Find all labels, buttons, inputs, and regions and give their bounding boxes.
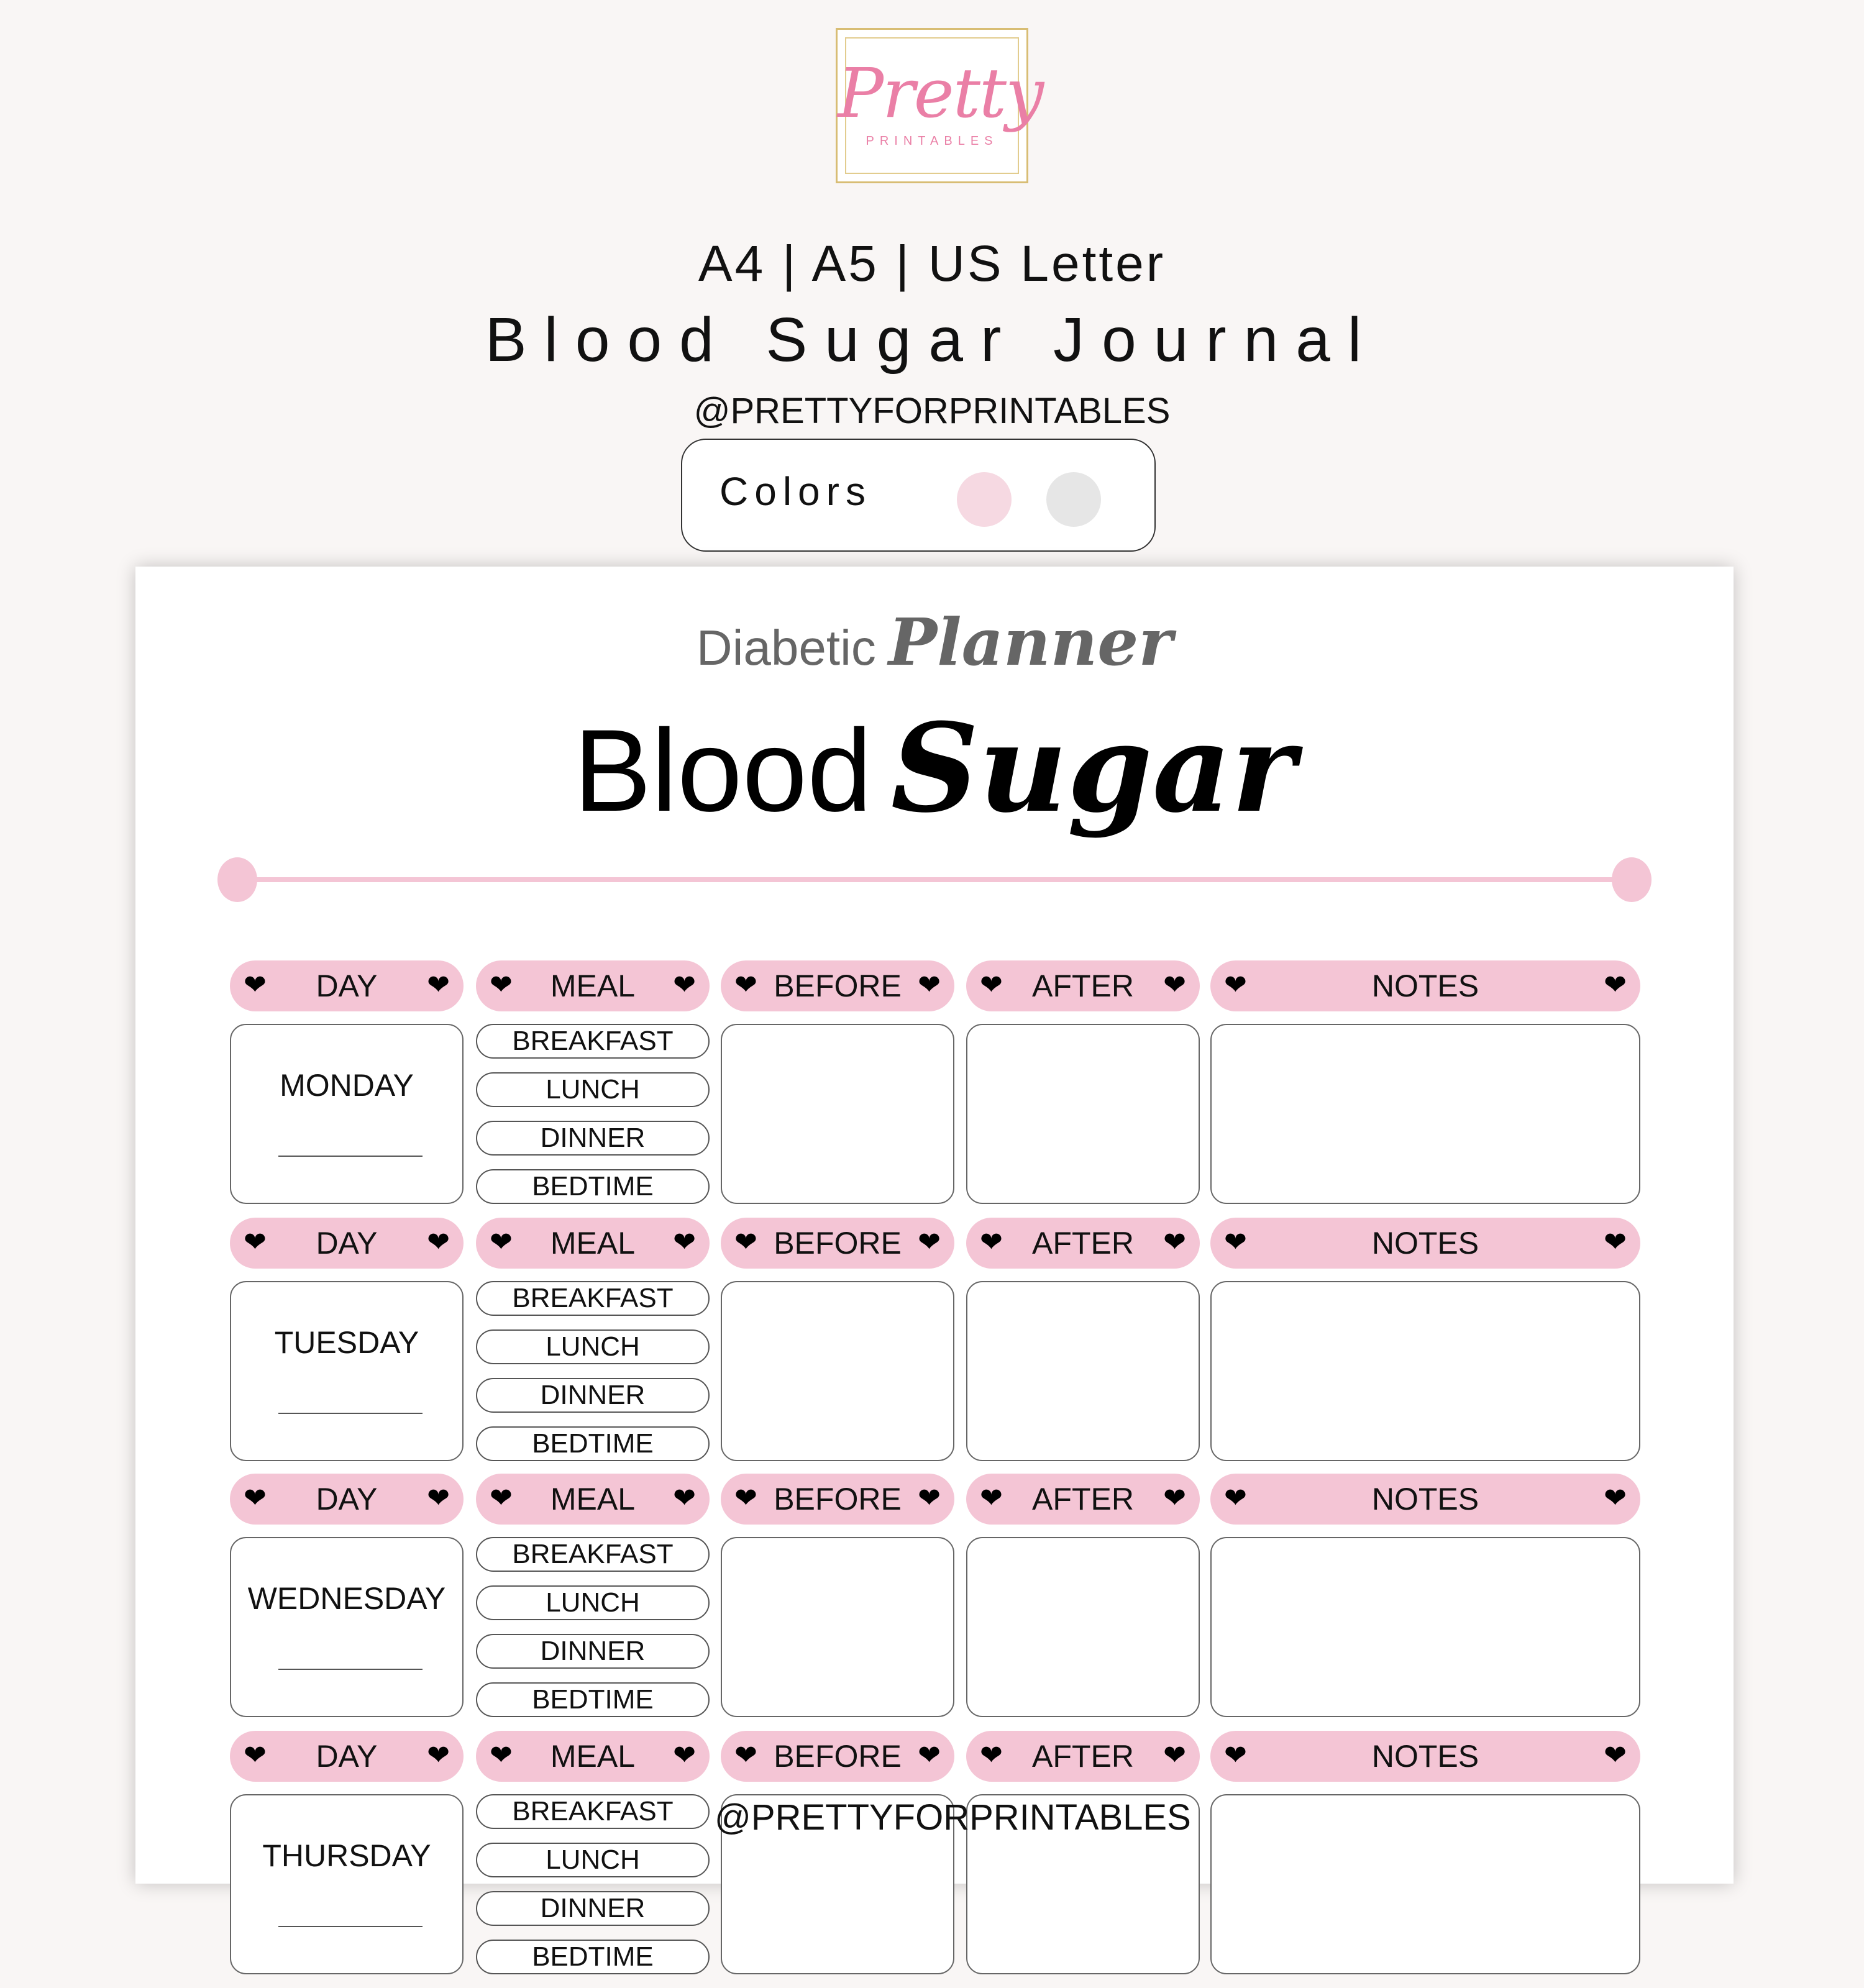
header-notes xyxy=(1210,1218,1640,1269)
size-options: A4 | A5 | US Letter xyxy=(698,235,1166,292)
journal-title: Blood Sugar Journal xyxy=(485,305,1379,375)
meal-lunch: LUNCH xyxy=(476,1585,710,1620)
header-meal-label: MEAL xyxy=(550,1226,636,1261)
header-after-label: AFTER xyxy=(1032,969,1134,1003)
heart-icon: ❤ xyxy=(918,1483,941,1513)
heart-icon: ❤ xyxy=(1163,1227,1186,1257)
header-before-label: BEFORE xyxy=(774,1739,902,1774)
heart-icon: ❤ xyxy=(427,1740,450,1771)
meal-lunch: LUNCH xyxy=(476,1072,710,1107)
meal-bedtime: BEDTIME xyxy=(476,1940,710,1974)
heart-icon: ❤ xyxy=(244,1740,267,1771)
header-before xyxy=(721,1474,954,1525)
header-notes-label: NOTES xyxy=(1371,1226,1479,1261)
header-before xyxy=(721,960,954,1011)
after-reading-cell[interactable] xyxy=(966,1281,1200,1461)
heart-icon: ❤ xyxy=(1224,1227,1247,1257)
date-line[interactable] xyxy=(278,1669,423,1670)
social-handle: @PRETTYFORPRINTABLES xyxy=(693,391,1171,431)
heart-icon: ❤ xyxy=(1163,1483,1186,1513)
logo-subtext: PRINTABLES xyxy=(866,134,998,148)
planner-heading-plain: Diabetic xyxy=(696,620,876,675)
after-reading-cell[interactable] xyxy=(966,1024,1200,1204)
header-day xyxy=(230,1474,464,1525)
date-line[interactable] xyxy=(278,1413,423,1414)
header-day-label: DAY xyxy=(316,1739,378,1774)
heart-icon: ❤ xyxy=(1604,1740,1627,1771)
day-name: TUESDAY xyxy=(274,1325,419,1360)
before-reading-cell[interactable] xyxy=(721,1024,954,1204)
header-meal xyxy=(476,960,710,1011)
header-day-label: DAY xyxy=(316,1226,378,1261)
notes-cell[interactable] xyxy=(1210,1281,1640,1461)
meal-bedtime: BEDTIME xyxy=(476,1682,710,1717)
header-before xyxy=(721,1731,954,1782)
header-after-label: AFTER xyxy=(1032,1739,1134,1774)
day-name: WEDNESDAY xyxy=(247,1581,446,1616)
meal-bedtime: BEDTIME xyxy=(476,1426,710,1461)
heart-icon: ❤ xyxy=(427,1483,450,1513)
heart-icon: ❤ xyxy=(980,970,1003,1000)
heart-icon: ❤ xyxy=(673,970,696,1000)
day-block-monday xyxy=(135,960,1734,1218)
logo-script-text: Pretty xyxy=(838,53,1043,133)
day-block-tuesday xyxy=(135,1218,1734,1475)
header-notes-label: NOTES xyxy=(1371,969,1479,1003)
date-line[interactable] xyxy=(278,1156,423,1157)
heart-icon: ❤ xyxy=(1224,970,1247,1000)
heart-icon: ❤ xyxy=(980,1740,1003,1771)
day-cell[interactable] xyxy=(230,1281,464,1461)
header-meal xyxy=(476,1474,710,1525)
page-title-script: Sugar xyxy=(890,697,1296,840)
colors-panel xyxy=(681,439,1156,552)
header-after xyxy=(966,1474,1200,1525)
meal-breakfast: BREAKFAST xyxy=(476,1794,710,1829)
notes-cell[interactable] xyxy=(1210,1794,1640,1974)
meal-breakfast: BREAKFAST xyxy=(476,1537,710,1572)
heart-icon: ❤ xyxy=(980,1483,1003,1513)
heart-icon: ❤ xyxy=(490,970,513,1000)
watermark-handle: @PRETTYFORPRINTABLES xyxy=(715,1797,1191,1838)
heart-icon: ❤ xyxy=(490,1227,513,1257)
color-swatch-pink[interactable] xyxy=(957,472,1012,527)
heart-icon: ❤ xyxy=(734,970,757,1000)
before-reading-cell[interactable] xyxy=(721,1281,954,1461)
header-after-label: AFTER xyxy=(1032,1226,1134,1261)
header-meal-label: MEAL xyxy=(550,1482,636,1516)
day-name: MONDAY xyxy=(280,1068,414,1103)
heart-icon: ❤ xyxy=(673,1740,696,1771)
meal-dinner: DINNER xyxy=(476,1891,710,1926)
heart-icon: ❤ xyxy=(490,1483,513,1513)
header-notes xyxy=(1210,960,1640,1011)
heart-icon: ❤ xyxy=(490,1740,513,1771)
header-notes xyxy=(1210,1731,1640,1782)
header-day xyxy=(230,1218,464,1269)
heart-icon: ❤ xyxy=(1604,1227,1627,1257)
day-cell[interactable] xyxy=(230,1794,464,1974)
day-block-thursday xyxy=(135,1731,1734,1988)
heart-icon: ❤ xyxy=(1224,1483,1247,1513)
header-before-label: BEFORE xyxy=(774,1226,902,1261)
header-day-label: DAY xyxy=(316,969,378,1003)
header-notes-label: NOTES xyxy=(1371,1739,1479,1774)
header-meal xyxy=(476,1218,710,1269)
header-day-label: DAY xyxy=(316,1482,378,1516)
header-after-label: AFTER xyxy=(1032,1482,1134,1516)
notes-cell[interactable] xyxy=(1210,1537,1640,1717)
heart-icon: ❤ xyxy=(980,1227,1003,1257)
heart-icon: ❤ xyxy=(918,1740,941,1771)
header-before-label: BEFORE xyxy=(774,1482,902,1516)
header-meal xyxy=(476,1731,710,1782)
header-after xyxy=(966,1731,1200,1782)
header-notes xyxy=(1210,1474,1640,1525)
meal-bedtime: BEDTIME xyxy=(476,1169,710,1204)
page-title-plain: Blood xyxy=(573,705,872,836)
title-divider xyxy=(230,877,1639,882)
heart-icon: ❤ xyxy=(1163,1740,1186,1771)
planner-page xyxy=(135,567,1734,1972)
notes-cell[interactable] xyxy=(1210,1024,1640,1204)
heart-icon: ❤ xyxy=(734,1227,757,1257)
header-notes-label: NOTES xyxy=(1371,1482,1479,1516)
color-swatch-gray[interactable] xyxy=(1046,472,1101,527)
heart-icon: ❤ xyxy=(673,1483,696,1513)
header-before xyxy=(721,1218,954,1269)
heart-icon: ❤ xyxy=(244,1227,267,1257)
meal-dinner: DINNER xyxy=(476,1378,710,1413)
header-day xyxy=(230,960,464,1011)
day-cell[interactable] xyxy=(230,1024,464,1204)
day-name: THURSDAY xyxy=(262,1838,431,1873)
brand-logo xyxy=(836,28,1043,183)
meal-lunch: LUNCH xyxy=(476,1329,710,1364)
page-title xyxy=(135,697,1734,840)
heart-icon: ❤ xyxy=(244,970,267,1000)
header-meal-label: MEAL xyxy=(550,1739,636,1774)
heart-icon: ❤ xyxy=(734,1740,757,1771)
after-reading-cell[interactable] xyxy=(966,1537,1200,1717)
day-cell[interactable] xyxy=(230,1537,464,1717)
heart-icon: ❤ xyxy=(427,1227,450,1257)
colors-label: Colors xyxy=(720,469,872,514)
heart-icon: ❤ xyxy=(427,970,450,1000)
heart-icon: ❤ xyxy=(1163,970,1186,1000)
heart-icon: ❤ xyxy=(734,1483,757,1513)
heart-icon: ❤ xyxy=(918,970,941,1000)
before-reading-cell[interactable] xyxy=(721,1537,954,1717)
header-after xyxy=(966,960,1200,1011)
heart-icon: ❤ xyxy=(673,1227,696,1257)
heart-icon: ❤ xyxy=(1224,1740,1247,1771)
meal-dinner: DINNER xyxy=(476,1121,710,1156)
heart-icon: ❤ xyxy=(1604,1483,1627,1513)
planner-heading-script: Planner xyxy=(888,604,1173,680)
meal-breakfast: BREAKFAST xyxy=(476,1024,710,1059)
header-day xyxy=(230,1731,464,1782)
header-meal-label: MEAL xyxy=(550,969,636,1003)
meal-breakfast: BREAKFAST xyxy=(476,1281,710,1316)
heart-icon: ❤ xyxy=(244,1483,267,1513)
planner-heading xyxy=(135,604,1734,680)
date-line[interactable] xyxy=(278,1926,423,1927)
heart-icon: ❤ xyxy=(1604,970,1627,1000)
header-before-label: BEFORE xyxy=(774,969,902,1003)
meal-lunch: LUNCH xyxy=(476,1843,710,1877)
meal-dinner: DINNER xyxy=(476,1634,710,1669)
header-after xyxy=(966,1218,1200,1269)
day-block-wednesday xyxy=(135,1474,1734,1731)
heart-icon: ❤ xyxy=(918,1227,941,1257)
